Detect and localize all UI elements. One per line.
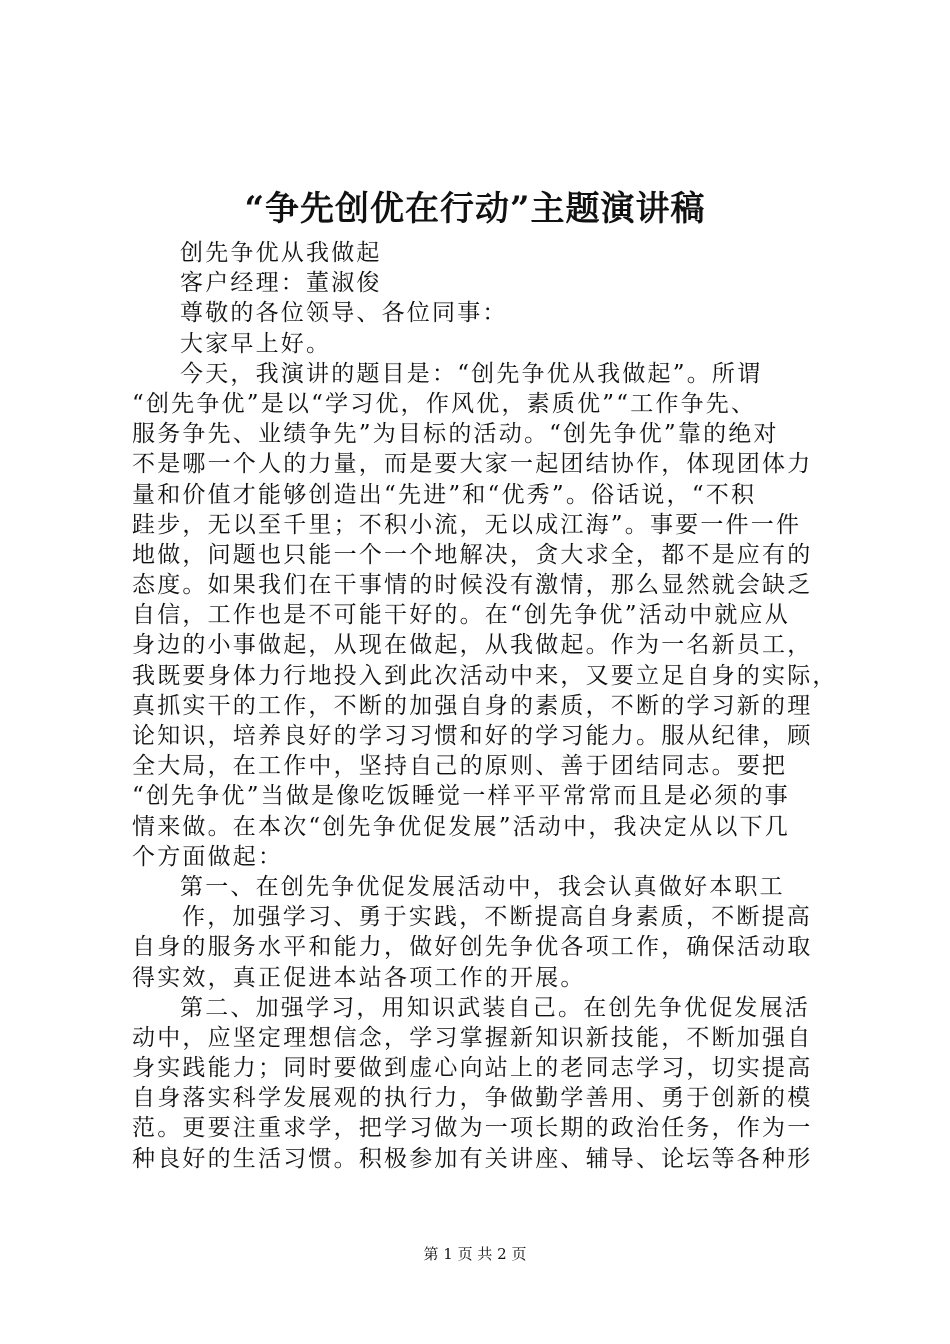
point-two-line: 种良好的生活习惯。积极参加有关讲座、辅导、论坛等各种形 [132,1145,813,1172]
point-two-line: 自身落实科学发展观的执行力，争做勤学善用、勇于创新的模 [132,1085,813,1112]
paragraph-line: 情来做。在本次“创先争优促发展”活动中，我决定从以下几 [132,813,790,840]
greeting-line: 大家早上好。 [180,330,332,357]
point-one-line: 得实效，真正促进本站各项工作的开展。 [132,964,586,991]
point-two-line: 身实践能力；同时要做到虚心向站上的老同志学习，切实提高 [132,1055,813,1082]
paragraph-line: 不是哪一个人的力量，而是要大家一起团结协作，体现团体力 [132,451,813,478]
paragraph-line: 量和价值才能够创造出“先进”和“优秀”。俗话说，“不积 [132,481,757,508]
page-title: “争先创优在行动”主题演讲稿 [244,189,706,229]
paragraph-line: 我既要身体力行地投入到此次活动中来，又要立足自身的实际， [132,662,838,689]
paragraph-line: “创先争优”当做是像吃饭睡觉一样平平常常而且是必须的事 [132,783,790,810]
salutation-line: 尊敬的各位领导、各位同事： [180,300,508,327]
subtitle-line: 创先争优从我做起 [180,240,382,266]
point-two-line: 动中，应坚定理想信念，学习掌握新知识新技能，不断加强自 [132,1024,813,1051]
point-two-line: 范。更要注重求学，把学习做为一项长期的政治任务，作为一 [132,1115,813,1142]
paragraph-line: 身边的小事做起，从现在做起，从我做起。作为一名新员工， [132,632,813,659]
paragraph-line: 地做，问题也只能一个一个地解决，贪大求全，都不是应有的 [132,541,813,568]
paragraph-line: 跬步，无以至千里；不积小流，无以成江海”。事要一件一件 [132,511,802,538]
paragraph-line: 服务争先、业绩争先”为目标的活动。“创先争优”靠的绝对 [132,421,779,448]
author-line: 客户经理：董淑俊 [180,270,382,297]
paragraph-line: 态度。如果我们在干事情的时候没有激情，那么显然就会缺乏 [132,572,813,599]
point-one-line: 自身的服务水平和能力，做好创先争优各项工作，确保活动取 [132,934,813,961]
document-body [132,238,838,1174]
paragraph-line: 真抓实干的工作，不断的加强自身的素质，不断的学习新的理 [132,692,813,719]
paragraph-line: 全大局，在工作中，坚持自己的原则、善于团结同志。要把 [132,753,788,780]
point-two-line: 第二、加强学习，用知识武装自己。在创先争优促发展活 [180,994,810,1021]
point-one-line: 第一、在创先争优促发展活动中，我会认真做好本职工 [180,873,785,900]
paragraph-line: 自信，工作也是不可能干好的。在“创先争优”活动中就应从 [132,602,790,629]
paragraph-line: 论知识，培养良好的学习习惯和好的学习能力。服从纪律，顾 [132,723,813,749]
paragraph-line: 个方面做起： [132,843,284,870]
paragraph-line: 今天，我演讲的题目是：“创先争优从我做起”。所谓 [180,360,763,387]
page-footer: 第 1 页 共 2 页 [423,1245,527,1263]
paragraph-line: “创先争优”是以“学习优，作风优，素质优”“工作争先、 [132,390,757,417]
point-one-line: 作，加强学习、勇于实践，不断提高自身素质，不断提高 [182,904,812,931]
